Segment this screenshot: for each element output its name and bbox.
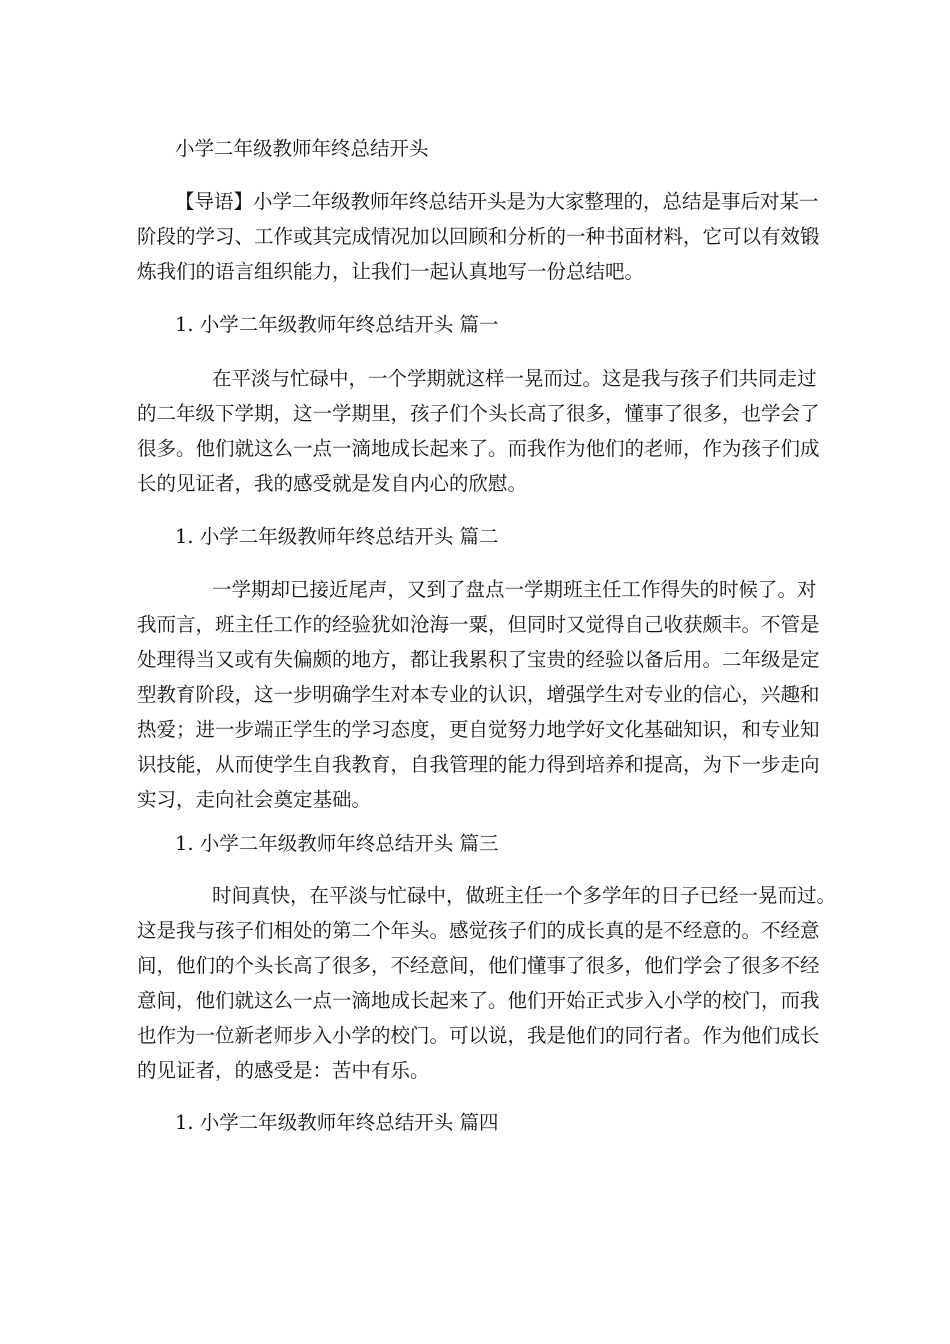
section-2-line-5: 热爱；进一步端正学生的学习态度，更自觉努力地学好文化基础知识，和专业知 [137,718,820,741]
section-1-heading: 1. 小学二年级教师年终总结开头 篇一 [175,313,499,336]
intro-line-1: 【导语】小学二年级教师年终总结开头是为大家整理的，总结是事后对某一 [175,190,819,213]
section-3-line-6: 的见证者，的感受是：苦中有乐。 [137,1059,430,1082]
section-3-line-2: 这是我与孩子们相处的第二个年头。感觉孩子们的成长真的是不经意的。不经意 [137,919,820,942]
section-2-line-4: 型教育阶段，这一步明确学生对本专业的认识，增强学生对专业的信心，兴趣和 [137,683,820,706]
section-3-line-4: 意间，他们就这么一点一滴地成长起来了。他们开始正式步入小学的校门，而我 [137,989,820,1012]
section-1-line-2: 的二年级下学期，这一学期里，孩子们个头长高了很多，懂事了很多，也学会了 [137,402,820,425]
section-2-line-6: 识技能，从而使学生自我教育，自我管理的能力得到培养和提高，为下一步走向 [137,753,820,776]
section-3-line-1: 时间真快，在平淡与忙碌中，做班主任一个多学年的日子已经一晃而过。 [212,884,837,907]
section-1-line-1: 在平淡与忙碌中，一个学期就这样一晃而过。这是我与孩子们共同走过 [212,367,817,390]
section-2-line-3: 处理得当又或有失偏颇的地方，都让我累积了宝贵的经验以备后用。二年级是定 [137,648,820,671]
section-3-heading: 1. 小学二年级教师年终总结开头 篇三 [175,832,499,855]
intro-line-2: 阶段的学习、工作或其完成情况加以回顾和分析的一种书面材料，它可以有效锻 [137,225,820,248]
section-2-line-2: 我而言，班主任工作的经验犹如沧海一粟，但同时又觉得自己收获颇丰。不管是 [137,613,820,636]
section-1-line-4: 长的见证者，我的感受就是发自内心的欣慰。 [137,472,528,495]
intro-line-3: 炼我们的语言组织能力，让我们一起认真地写一份总结吧。 [137,260,645,283]
document-title: 小学二年级教师年终总结开头 [175,137,429,160]
section-3-line-3: 间，他们的个头长高了很多，不经意间，他们懂事了很多，他们学会了很多不经 [137,954,820,977]
section-2-line-7: 实习，走向社会奠定基础。 [137,788,372,811]
section-4-heading: 1. 小学二年级教师年终总结开头 篇四 [175,1111,499,1134]
section-3-line-5: 也作为一位新老师步入小学的校门。可以说，我是他们的同行者。作为他们成长 [137,1024,820,1047]
section-2-line-1: 一学期却已接近尾声，又到了盘点一学期班主任工作得失的时候了。对 [212,578,817,601]
section-2-heading: 1. 小学二年级教师年终总结开头 篇二 [175,525,499,548]
section-1-line-3: 很多。他们就这么一点一滴地成长起来了。而我作为他们的老师，作为孩子们成 [137,437,820,460]
